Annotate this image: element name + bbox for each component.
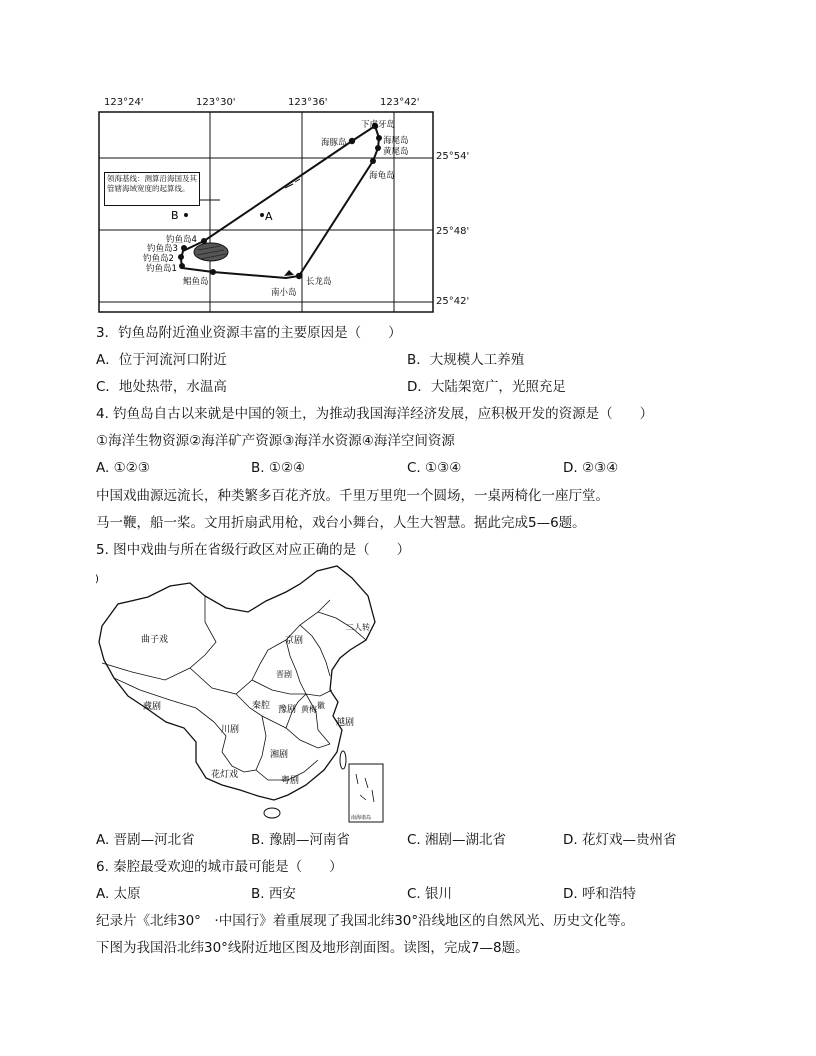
intro78-line1: 纪录片《北纬30° ·中国行》着重展现了我国北纬30°沿线地区的自然风光、历史文化等。 [96,913,635,929]
point-a-label: A [265,210,273,223]
label-yue-gd: 粤剧 [281,776,300,786]
lon-tick-3: 123°36' [288,97,328,108]
label-jin: 晋剧 [276,670,292,679]
q3-option-b[interactable]: B．大规模人工养殖 [407,352,525,368]
label-huangwei: 黄尾岛 [383,147,409,157]
label-huangmei: 黄梅 [301,705,317,714]
lon-tick-4: 123°42' [380,97,420,108]
label-haitun: 海豚岛 [321,138,347,148]
q6-stem: 6. 秦腔最受欢迎的城市最可能是（ ） [96,859,343,875]
intro56-line1: 中国戏曲源远流长，种类繁多百花齐放。千里万里兜一个圆场，一桌两椅化一座厅堂。 [96,488,609,504]
q4-option-b[interactable]: B. ①②④ [251,460,306,476]
lat-tick-3: 25°42' [436,296,470,307]
label-errenzhuan: 二人转 [346,623,370,632]
q4-stem: 4. 钓鱼岛自古以来就是中国的领土，为推动我国海洋经济发展，应积极开发的资源是（ ） [96,406,654,422]
label-nanxiao: 南小岛 [271,288,297,298]
q4-option-a[interactable]: A. ①②③ [96,460,150,476]
label-quzi: 曲子戏 [141,635,169,645]
label-xiang: 湘剧 [270,750,289,760]
label-yue-zj: 越剧 [336,718,355,728]
q6-option-a[interactable]: A. 太原 [96,886,141,902]
label-qin: 秦腔 [252,701,271,711]
q4-items: ①海洋生物资源②海洋矿产资源③海洋水资源④海洋空间资源 [96,433,455,449]
q4-option-c[interactable]: C. ①③④ [407,460,462,476]
lon-tick-2: 123°30' [196,97,236,108]
q5-stem: 5. 图中戏曲与所在省级行政区对应正确的是（ ） [96,542,411,558]
inset-label: 南海诸岛 [351,815,372,821]
q3-stem: 3．钓鱼岛附近渔业资源丰富的主要原因是（ ） [96,325,402,341]
lon-tick-1: 123°24' [104,97,144,108]
q5-option-b[interactable]: B. 豫剧—河南省 [251,832,350,848]
china-outline [99,566,375,800]
label-xiahuya: 下虎牙岛 [361,120,396,130]
q4-option-d[interactable]: D. ②③④ [563,460,619,476]
label-huadeng: 花灯戏 [211,770,239,780]
q5-option-d[interactable]: D. 花灯戏—贵州省 [563,832,677,848]
q3-option-a[interactable]: A．位于河流河口附近 [96,352,227,368]
point-b-label: B [171,209,179,222]
q6-option-d[interactable]: D. 呼和浩特 [563,886,636,902]
label-diaoyu4: 钓鱼岛4 [166,235,197,245]
label-diaoyu3: 钓鱼岛3 [147,244,178,254]
label-diaoyu1: 钓鱼岛1 [146,264,177,274]
q5-option-c[interactable]: C. 湘剧—湖北省 [407,832,507,848]
lat-tick-1: 25°54' [436,151,470,162]
label-chuan: 川剧 [221,725,240,735]
q5-option-a[interactable]: A. 晋剧—河北省 [96,832,195,848]
lat-tick-2: 25°48' [436,226,470,237]
label-jing: 京剧 [285,636,304,646]
svg-text:): ) [95,574,99,585]
baseline-callout: 领海基线：测算沿海国及其管辖海域宽度的起算线。 [104,172,200,206]
label-zang: 藏剧 [143,702,162,712]
q3-option-d[interactable]: D．大陆架宽广，光照充足 [407,379,566,395]
intro56-line2: 马一鞭，船一桨。文用折扇武用枪，戏台小舞台，人生大智慧。据此完成5—6题。 [96,515,586,531]
label-diaoyu2: 钓鱼岛2 [143,254,174,264]
label-haigui: 海龟岛 [369,171,395,181]
q6-option-b[interactable]: B. 西安 [251,886,296,902]
q6-option-c[interactable]: C. 银川 [407,886,453,902]
label-ganyu: 鲳鱼岛 [183,277,209,287]
label-haiwei: 海尾岛 [383,136,409,146]
q3-option-c[interactable]: C．地处热带，水温高 [96,379,227,395]
label-hui: 徽 [317,701,325,710]
label-yu: 豫剧 [278,705,297,715]
intro78-line2: 下图为我国沿北纬30°线附近地区图及地形剖面图。读图，完成7—8题。 [96,940,529,956]
label-changlong: 长龙岛 [306,277,332,287]
